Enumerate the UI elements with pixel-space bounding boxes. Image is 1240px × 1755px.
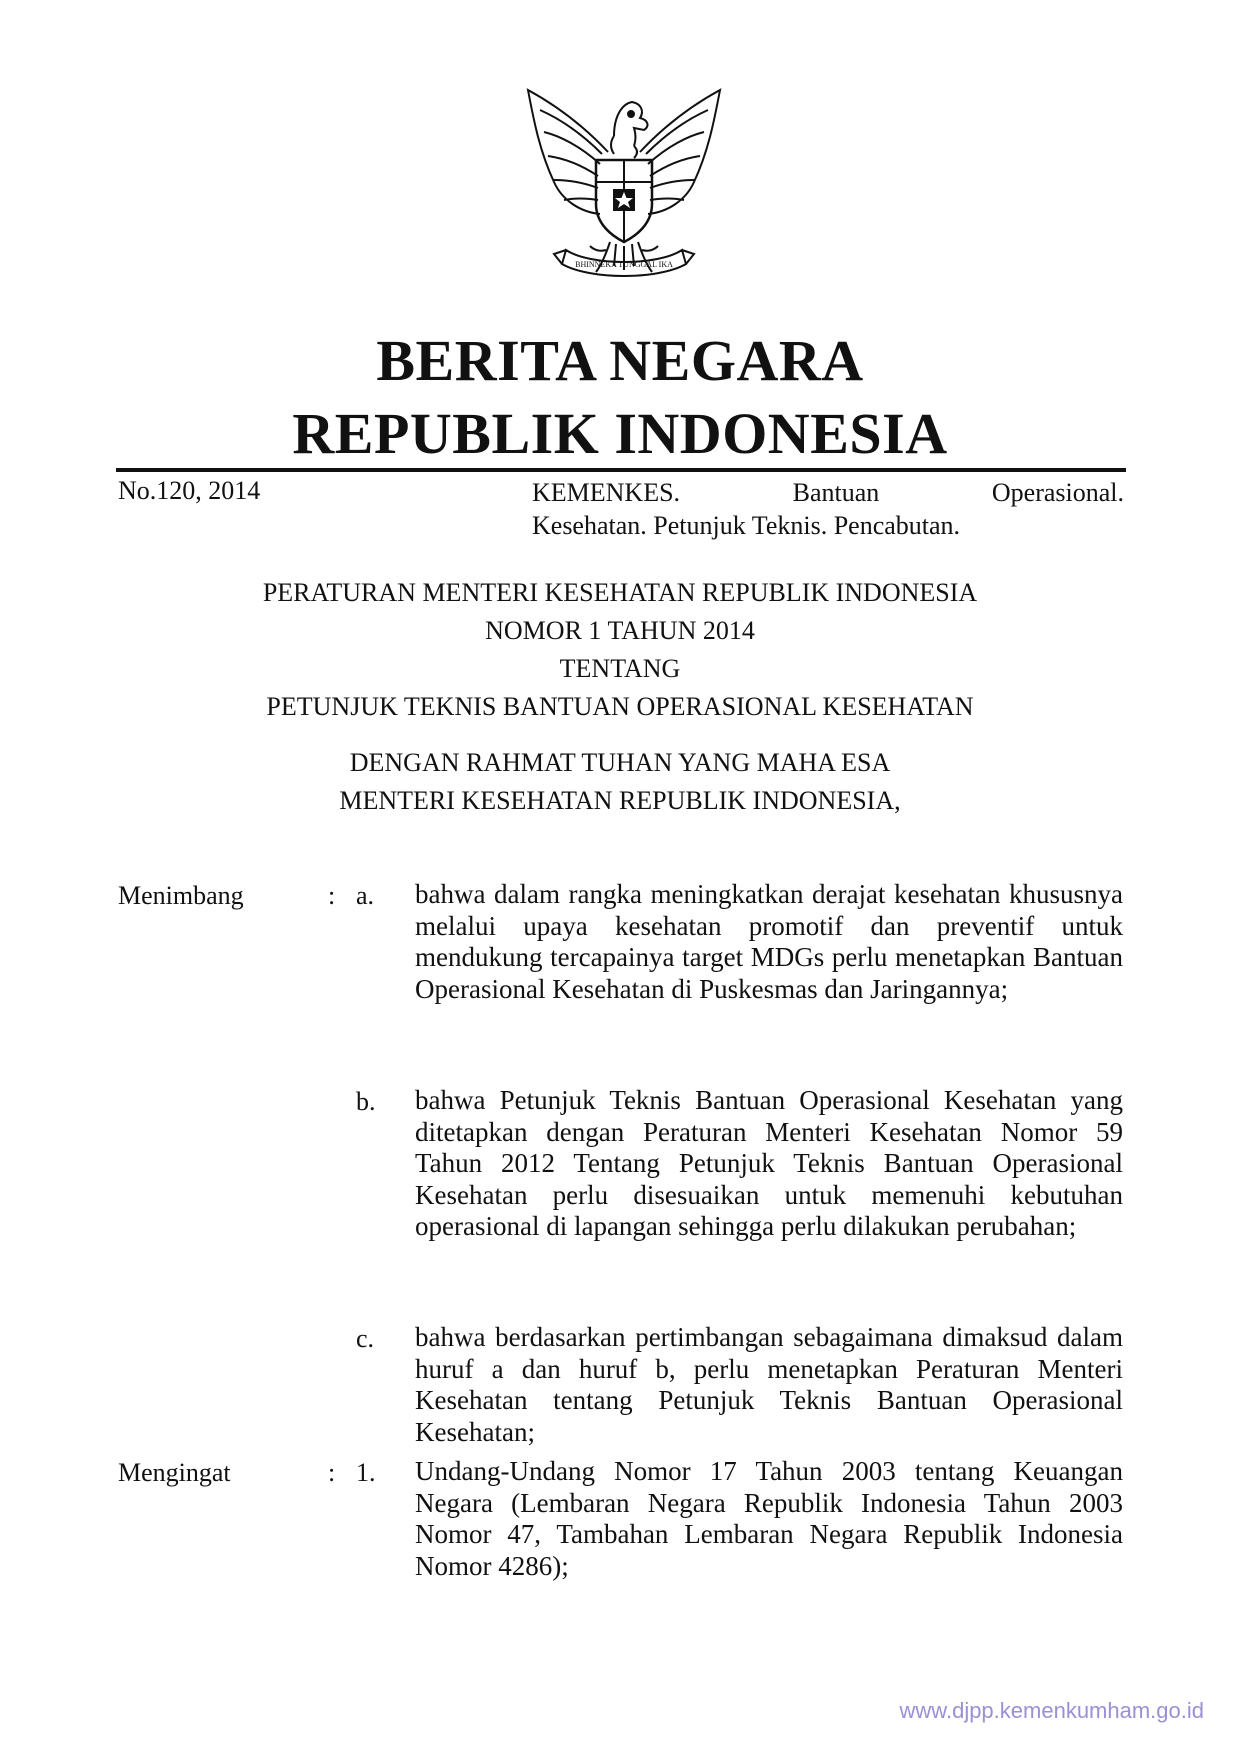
- menimbang-item-c: bahwa berdasarkan pertimbangan sebagaimana dimaksud dalam huruf a dan huruf b, perlu menetapkan Peraturan Menteri Kesehatan tentang Petunjuk Teknis Bantuan Operasional Kesehatan;: [415, 1322, 1123, 1447]
- subject-word: KEMENKES.: [532, 478, 681, 507]
- title-line: TENTANG: [559, 654, 681, 683]
- footer-url-link[interactable]: www.djpp.kemenkumham.go.id: [899, 1698, 1204, 1723]
- gazette-subject-line2: Kesehatan. Petunjuk Teknis. Pencabutan.: [532, 511, 961, 540]
- preamble-line: MENTERI KESEHATAN REPUBLIK INDONESIA,: [339, 786, 901, 815]
- title-line: PERATURAN MENTERI KESEHATAN REPUBLIK INDONESIA: [262, 578, 978, 607]
- regulation-title: [0, 574, 1240, 726]
- gazette-number: No.120, 2014: [118, 476, 261, 505]
- header-rule: [116, 468, 1126, 472]
- item-marker: 1.: [356, 1458, 376, 1487]
- item-marker: c.: [356, 1324, 375, 1353]
- subject-word: Operasional.: [991, 478, 1124, 507]
- mengingat-label: Mengingat: [118, 1458, 231, 1487]
- gazette-subject: [532, 476, 1124, 542]
- menimbang-label: Menimbang: [118, 881, 244, 910]
- gazette-subject-line1: [532, 476, 1124, 509]
- menimbang-colon: :: [328, 881, 336, 910]
- title-line: PETUNJUK TEKNIS BANTUAN OPERASIONAL KESEHATAN: [266, 692, 974, 721]
- masthead-line1: BERITA NEGARA: [376, 328, 864, 393]
- item-marker: b.: [356, 1087, 376, 1116]
- subject-word: Bantuan: [792, 478, 880, 507]
- title-line: NOMOR 1 TAHUN 2014: [485, 616, 755, 645]
- preamble-line: DENGAN RAHMAT TUHAN YANG MAHA ESA: [349, 748, 891, 777]
- mengingat-item-1: Undang-Undang Nomor 17 Tahun 2003 tentang Keuangan Negara (Lembaran Negara Republik Indonesia Tahun 2003 Nomor 47, Tambahan Lembaran Negara Republik Indonesia Nomor 4286);: [415, 1456, 1123, 1581]
- menimbang-item-a: bahwa dalam rangka meningkatkan derajat kesehatan khususnya melalui upaya kesehatan promotif dan preventif untuk mendukung tercapainya target MDGs perlu menetapkan Bantuan Operasional Kesehatan di Puskesmas dan Jaringannya;: [415, 879, 1123, 1004]
- preamble: [0, 744, 1240, 820]
- item-marker: a.: [356, 881, 375, 910]
- garuda-pancasila-emblem-icon: [510, 82, 738, 302]
- motto-text: BHINNEKA TUNGGAL IKA: [575, 260, 673, 269]
- masthead-line2: REPUBLIK INDONESIA: [292, 401, 948, 466]
- mengingat-colon: :: [328, 1458, 336, 1487]
- menimbang-item-b: bahwa Petunjuk Teknis Bantuan Operasional Kesehatan yang ditetapkan dengan Peraturan Menteri Kesehatan Nomor 59 Tahun 2012 Tentang Petunjuk Teknis Bantuan Operasional Kesehatan perlu disesuaikan untuk memenuhi kebutuhan operasional di lapangan sehingga perlu dilakukan perubahan;: [415, 1085, 1123, 1241]
